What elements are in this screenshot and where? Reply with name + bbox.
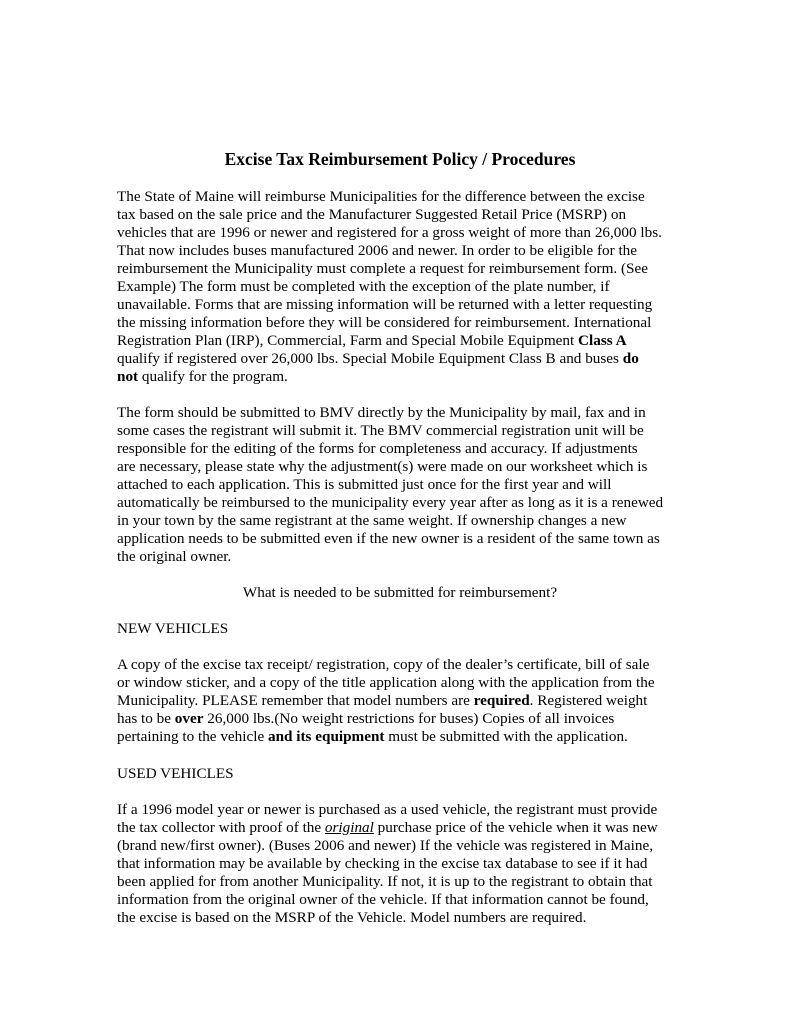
- text-run: Registration Plan (IRP), Commercial, Farm and Special Mobile Equipment: [117, 332, 579, 349]
- bold-and-its-equipment: and its equipment: [267, 728, 385, 745]
- text-line: [117, 710, 697, 728]
- used-vehicles-paragraph: [117, 801, 697, 927]
- text-line: [117, 819, 697, 837]
- text-line: [117, 728, 697, 746]
- text-run: must be submitted with the application.: [384, 728, 628, 745]
- text-line: attached to each application. This is submitted just once for the first year and will: [117, 476, 612, 493]
- text-line: information from the original owner of the vehicle. If that information cannot be found,: [117, 891, 649, 908]
- text-line: or window sticker, and a copy of the title application along with the application from the: [117, 674, 655, 691]
- text-line: automatically be reimbursed to the municipality every year after as long as it is a renewed: [117, 494, 664, 511]
- bold-class-a: Class A: [578, 332, 627, 349]
- intro-paragraph: [117, 188, 697, 386]
- text-run: the tax collector with proof of the: [117, 819, 325, 836]
- bold-not: not: [117, 368, 139, 385]
- text-run: 26,000 lbs.(No weight restrictions for buses) Copies of all invoices: [203, 710, 615, 727]
- text-run: qualify if registered over 26,000 lbs. Special Mobile Equipment Class B and buses: [117, 350, 623, 367]
- bold-do: do: [622, 350, 639, 367]
- text-run: Municipality. PLEASE remember that model numbers are: [117, 692, 474, 709]
- text-run: . Registered weight: [529, 692, 648, 709]
- text-line: [117, 368, 697, 386]
- bold-over: over: [174, 710, 204, 727]
- text-line: reimbursement the Municipality must complete a request for reimbursement form. (See: [117, 260, 648, 277]
- text-line: (brand new/first owner). (Buses 2006 and newer) If the vehicle was registered in Maine,: [117, 837, 654, 854]
- text-line: vehicles that are 1996 or newer and registered for a gross weight of more than 26,000 lbs.: [117, 224, 662, 241]
- text-line: in your town by the same registrant at the same weight. If ownership changes a new: [117, 512, 627, 529]
- text-line: That now includes buses manufactured 2006 and newer. In order to be eligible for the: [117, 242, 638, 259]
- text-line: Example) The form must be completed with the exception of the plate number, if: [117, 278, 610, 295]
- text-line: tax based on the sale price and the Manufacturer Suggested Retail Price (MSRP) on: [117, 206, 627, 223]
- text-line: the excise is based on the MSRP of the Vehicle. Model numbers are required.: [117, 909, 587, 926]
- document-title: Excise Tax Reimbursement Policy / Procedures: [224, 149, 576, 169]
- text-line: been applied for from another Municipality. If not, it is up to the registrant to obtain that: [117, 873, 653, 890]
- text-line: A copy of the excise tax receipt/ registration, copy of the dealer’s certificate, bill of sale: [117, 656, 650, 673]
- text-line: The State of Maine will reimburse Municipalities for the difference between the excise: [117, 188, 645, 205]
- text-line: application needs to be submitted even if the new owner is a resident of the same town as: [117, 530, 660, 547]
- text-line: The form should be submitted to BMV directly by the Municipality by mail, fax and in: [117, 404, 646, 421]
- text-line: that information may be available by checking in the excise tax database to see if it had: [117, 855, 648, 872]
- text-run: has to be: [117, 710, 175, 727]
- emphasis-original: original: [324, 819, 374, 836]
- text-line: the original owner.: [117, 548, 232, 565]
- text-line: are necessary, please state why the adjustment(s) were made on our worksheet which is: [117, 458, 648, 475]
- submission-paragraph: [117, 404, 697, 566]
- text-line: some cases the registrant will submit it. The BMV commercial registration unit will be: [117, 422, 644, 439]
- text-run: qualify for the program.: [138, 368, 288, 385]
- new-vehicles-paragraph: [117, 656, 697, 746]
- text-line: [117, 350, 697, 368]
- bold-required: required: [473, 692, 530, 709]
- text-line: [117, 692, 697, 710]
- text-run: purchase price of the vehicle when it was new: [373, 819, 658, 836]
- text-run: pertaining to the vehicle: [117, 728, 268, 745]
- text-line: unavailable. Forms that are missing information will be returned with a letter requesting: [117, 296, 653, 313]
- text-line: responsible for the editing of the forms for completeness and accuracy. If adjustments: [117, 440, 638, 457]
- text-line: [117, 332, 697, 350]
- text-line: If a 1996 model year or newer is purchased as a used vehicle, the registrant must provide: [117, 801, 658, 818]
- new-vehicles-heading: NEW VEHICLES: [117, 620, 229, 637]
- text-line: the missing information before they will be considered for reimbursement. International: [117, 314, 652, 331]
- used-vehicles-heading: USED VEHICLES: [117, 765, 234, 782]
- question-heading: What is needed to be submitted for reimbursement?: [242, 584, 558, 601]
